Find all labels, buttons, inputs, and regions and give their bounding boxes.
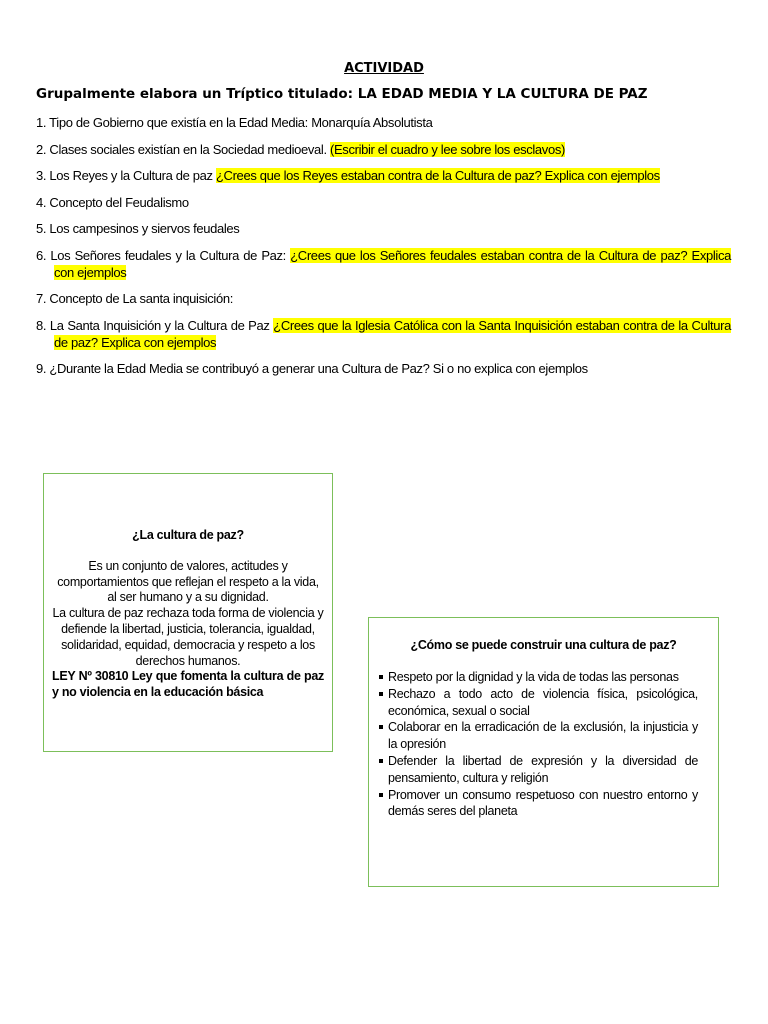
culture-of-peace-rejection: La cultura de paz rechaza toda forma de violencia y defiende la libertad, justicia, tolerancia, igualdad, solidaridad, equidad, democracia y respeto a los derechos humanos. (52, 606, 324, 668)
question-item-3 (36, 167, 731, 184)
list-item: Colaborar en la erradicación de la exclusión, la injusticia y la opresión (379, 719, 698, 753)
build-peace-list (379, 669, 698, 820)
question-item-8 (36, 317, 731, 351)
list-item: Defender la libertad de expresión y la diversidad de pensamiento, cultura y religión (379, 753, 698, 787)
list-item: Rechazo a todo acto de violencia física, psicológica, económica, sexual o social (379, 686, 698, 720)
culture-of-peace-definition: Es un conjunto de valores, actitudes y comportamientos que reflejan el respeto a la vida, al ser humano y a su dignidad. (57, 558, 319, 605)
question-text: 6. Los Señores feudales y la Cultura de Paz: (36, 247, 291, 263)
question-item-7 (36, 290, 731, 307)
list-item: Respeto por la dignidad y la vida de todas las personas (379, 669, 698, 686)
question-text: 3. Los Reyes y la Cultura de paz (36, 168, 216, 183)
build-peace-box (368, 617, 719, 887)
question-text: 7. Concepto de La santa inquisición: (36, 291, 233, 306)
question-list (36, 114, 731, 387)
build-peace-heading: ¿Cómo se puede construir una cultura de paz? (410, 638, 677, 652)
highlighted-prompt: ¿Crees que la Iglesia Católica con la Santa Inquisición estaban contra de la Cultura de paz? Explica con ejemplos (54, 317, 731, 350)
question-text: 5. Los campesinos y siervos feudales (36, 221, 240, 236)
question-item-5 (36, 220, 731, 237)
question-text: 1. Tipo de Gobierno que existía en la Edad Media: Monarquía Absolutista (36, 115, 433, 130)
question-item-2 (36, 141, 731, 158)
question-text: 8. La Santa Inquisición y la Cultura de Paz (36, 317, 274, 333)
law-reference: LEY Nº 30810 Ley que fomenta la cultura de paz y no violencia en la educación básica (52, 669, 324, 700)
highlighted-prompt: (Escribir el cuadro y lee sobre los esclavos) (330, 141, 565, 157)
question-item-6 (36, 247, 731, 281)
highlighted-prompt: ¿Crees que los Reyes estaban contra de la Cultura de paz? Explica con ejemplos (215, 168, 660, 183)
question-item-1 (36, 114, 731, 131)
highlighted-prompt: ¿Crees que los Señores feudales estaban contra de la Cultura de paz? Explica con ejemplos (54, 247, 731, 280)
question-text: 2. Clases sociales existían en la Sociedad medioeval. (36, 141, 330, 157)
document-subtitle: Grupalmente elabora un Tríptico titulado: LA EDAD MEDIA Y LA CULTURA DE PAZ (36, 86, 648, 102)
culture-of-peace-heading: ¿La cultura de paz? (132, 528, 244, 542)
document-title: ACTIVIDAD (344, 61, 424, 76)
culture-of-peace-content (52, 528, 324, 701)
question-item-9 (36, 360, 731, 377)
list-item: Promover un consumo respetuoso con nuestro entorno y demás seres del planeta (379, 787, 698, 821)
question-text: 9. ¿Durante la Edad Media se contribuyó a generar una Cultura de Paz? Si o no explica con ejemplos (36, 361, 588, 376)
culture-of-peace-box (43, 473, 333, 752)
question-item-4 (36, 194, 731, 211)
question-text: 4. Concepto del Feudalismo (36, 194, 189, 210)
